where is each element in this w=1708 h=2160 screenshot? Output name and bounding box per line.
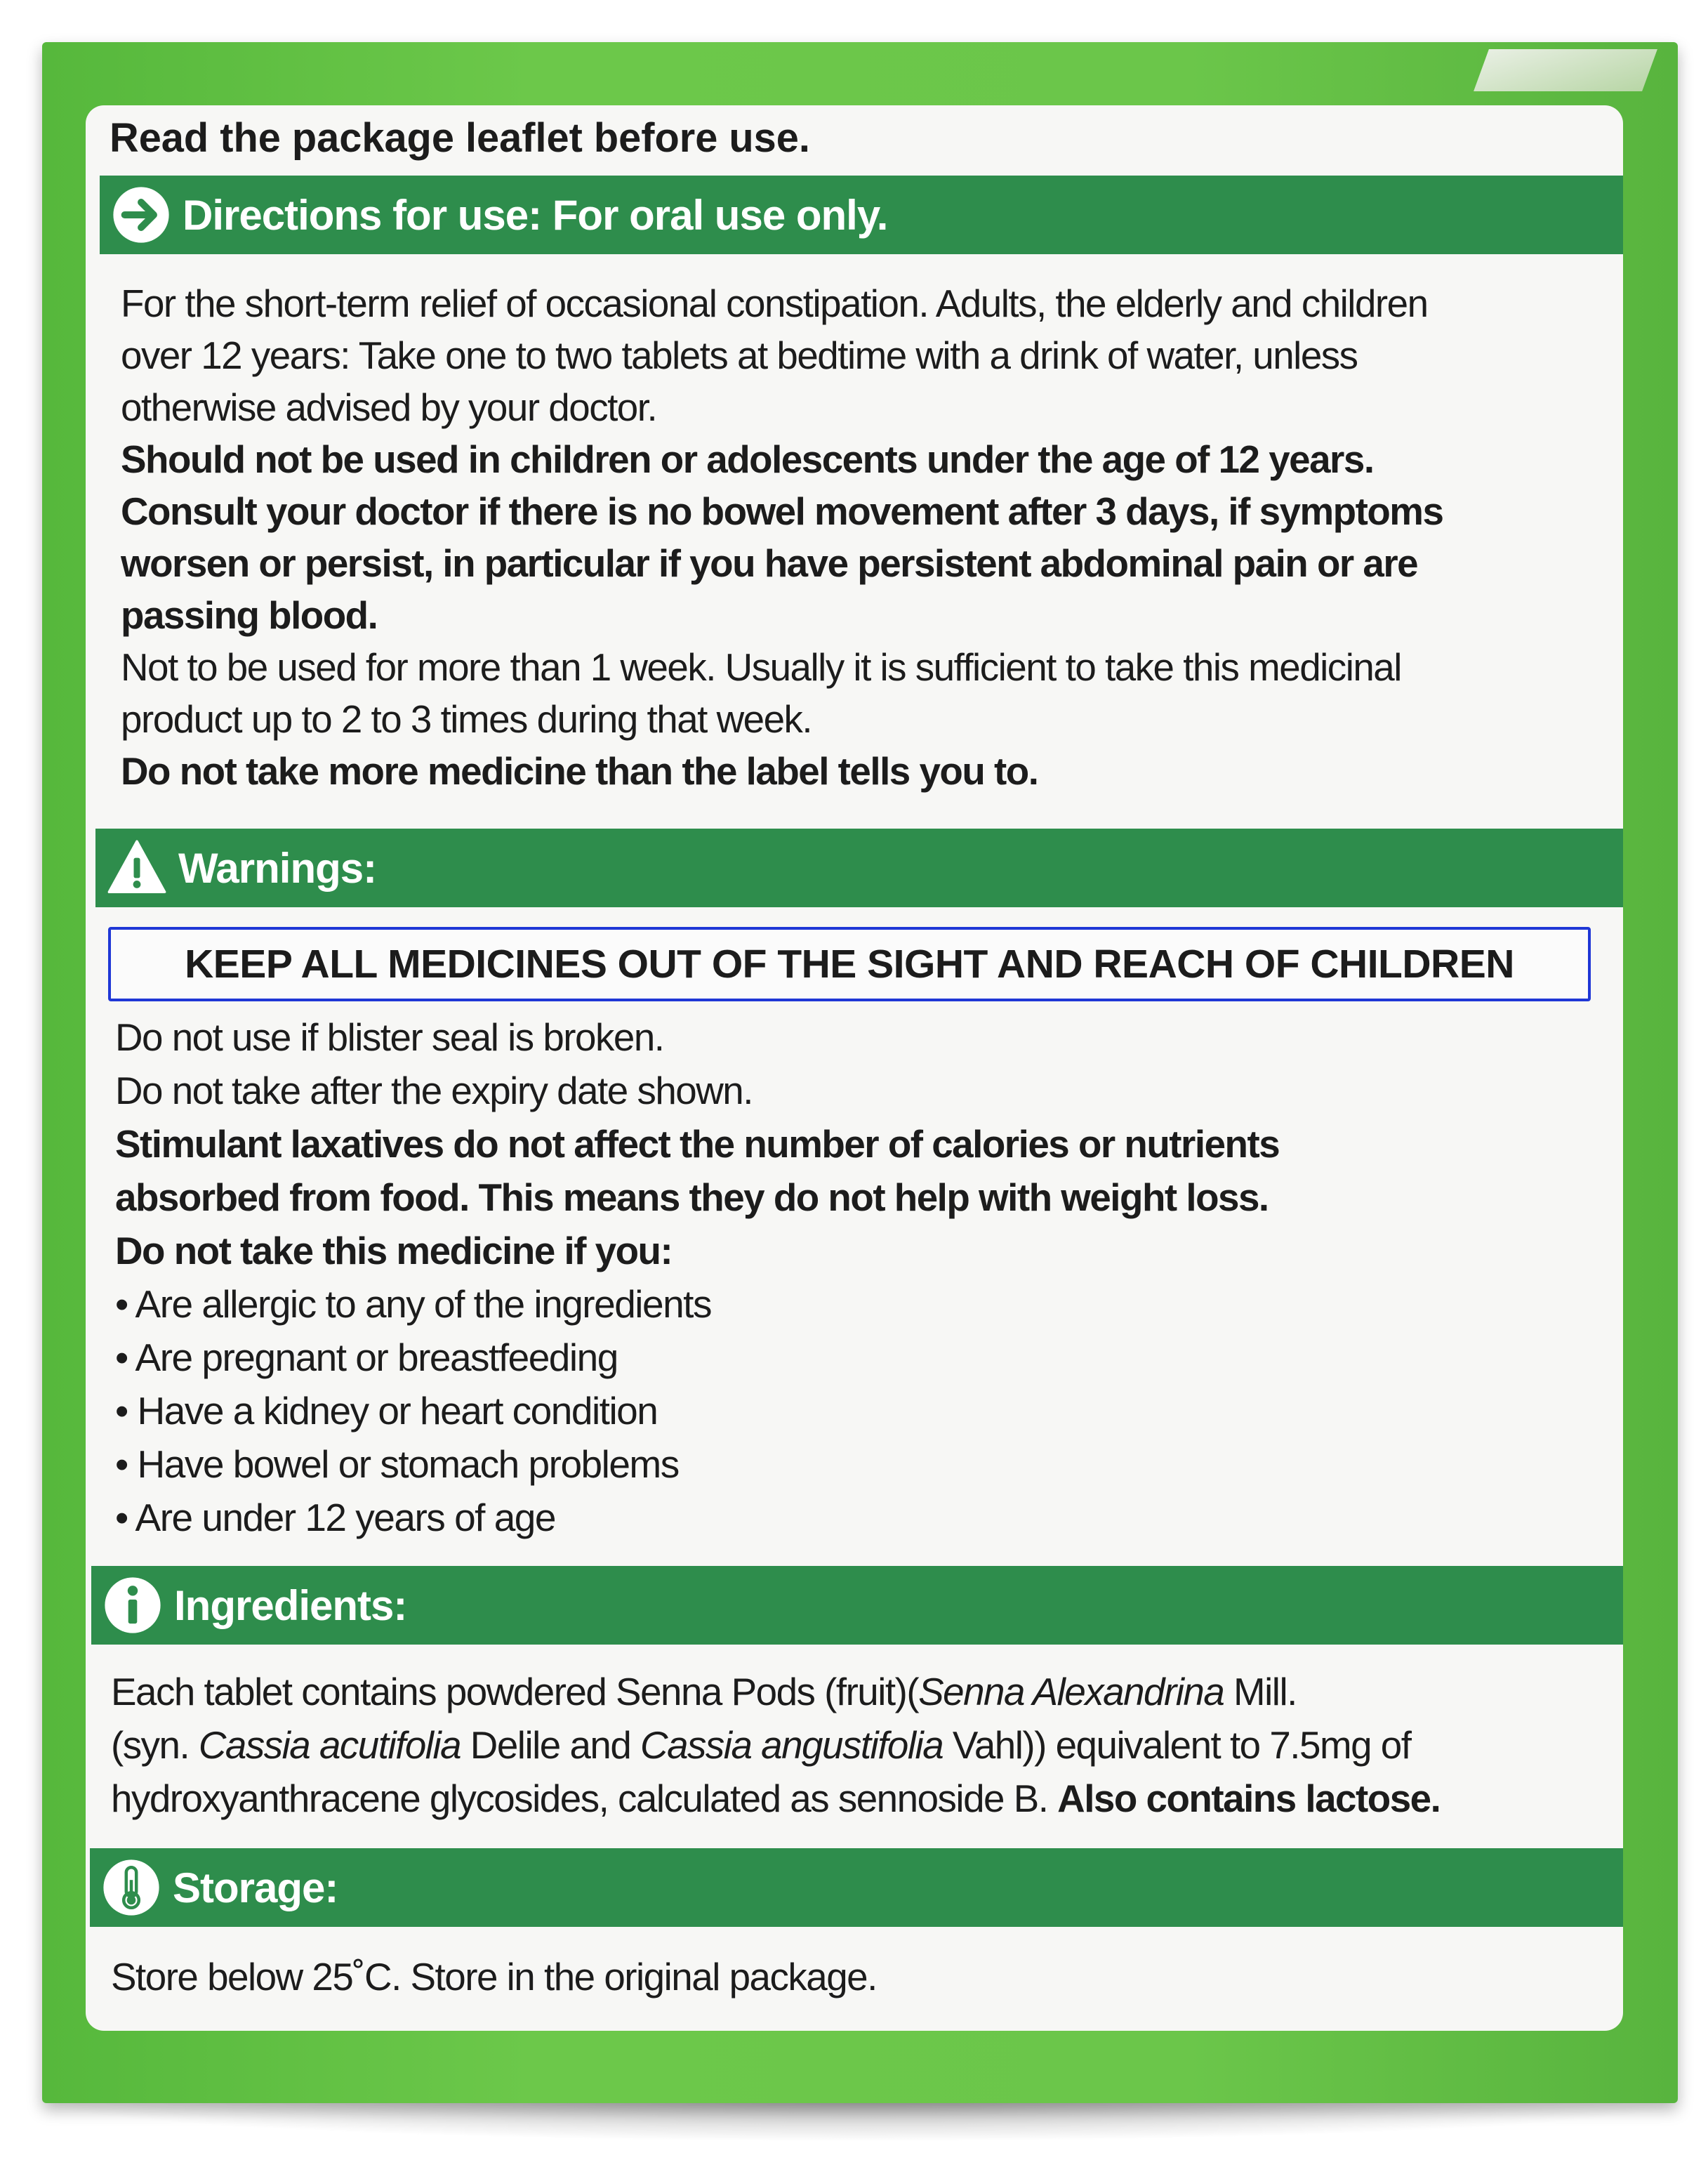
- keep-out-of-reach-box: [108, 927, 1591, 1001]
- bullet-text: Are allergic to any of the ingredients: [135, 1282, 711, 1326]
- consult-doctor-line-2: worsen or persist, in particular if you have persistent abdominal pain or are: [121, 541, 1418, 585]
- warnings-heading: Warnings:: [178, 844, 377, 892]
- directions-line-3: otherwise advised by your doctor.: [121, 386, 657, 429]
- contraindications-heading: Do not take this medicine if you:: [115, 1229, 673, 1272]
- ingredients-text: (syn.: [111, 1723, 199, 1767]
- blister-seal-warning: Do not use if blister seal is broken.: [115, 1015, 664, 1059]
- box-corner-flap: [1474, 49, 1657, 91]
- duration-line-2: product up to 2 to 3 times during that week.: [121, 697, 812, 741]
- ingredients-heading: Ingredients:: [174, 1581, 407, 1629]
- dose-limit-warning: Do not take more medicine than the label tells you to.: [121, 749, 1038, 793]
- laxative-note-line-1: Stimulant laxatives do not affect the number of calories or nutrients: [115, 1122, 1280, 1166]
- directions-heading-band: [100, 176, 1623, 254]
- storage-instructions: Store below 25˚C. Store in the original package.: [111, 1955, 877, 1998]
- bullet-text: Are pregnant or breastfeeding: [135, 1336, 618, 1379]
- directions-line-2: over 12 years: Take one to two tablets at bedtime with a drink of water, unless: [121, 334, 1358, 377]
- keep-out-of-reach-text: KEEP ALL MEDICINES OUT OF THE SIGHT AND REACH OF CHILDREN: [185, 942, 1514, 987]
- list-item: • Are under 12 years of age: [115, 1496, 555, 1539]
- ingredients-text: Vahl)) equivalent to 7.5mg of: [943, 1723, 1411, 1767]
- list-item: • Have a kidney or heart condition: [115, 1389, 658, 1433]
- ingredients-heading-band: [91, 1566, 1623, 1645]
- consult-doctor-line-1: Consult your doctor if there is no bowel movement after 3 days, if symptoms: [121, 489, 1443, 533]
- warnings-heading-band: [95, 829, 1623, 907]
- box-shadow: [28, 2100, 1699, 2142]
- list-item: • Have bowel or stomach problems: [115, 1442, 679, 1486]
- list-item: • Are pregnant or breastfeeding: [115, 1336, 618, 1379]
- expiry-warning: Do not take after the expiry date shown.: [115, 1069, 753, 1112]
- directions-line-1: For the short-term relief of occasional constipation. Adults, the elderly and children: [121, 282, 1428, 325]
- lactose-notice: Also contains lactose.: [1057, 1777, 1441, 1820]
- read-leaflet-notice: Read the package leaflet before use.: [110, 115, 810, 161]
- age-restriction-warning: Should not be used in children or adolescents under the age of 12 years.: [121, 437, 1374, 481]
- list-item: • Are allergic to any of the ingredients: [115, 1282, 711, 1326]
- thermometer-icon: [100, 1856, 163, 1919]
- arrow-right-circle-icon: [110, 183, 173, 246]
- ingredients-text: Mill.: [1224, 1670, 1297, 1713]
- bullet-text: Have bowel or stomach problems: [137, 1442, 679, 1486]
- species-name: Cassia acutifolia: [198, 1723, 461, 1767]
- ingredients-line-2: [111, 1719, 1602, 1771]
- duration-line-1: Not to be used for more than 1 week. Usually it is sufficient to take this medicinal: [121, 645, 1401, 689]
- bullet-text: Are under 12 years of age: [135, 1496, 555, 1539]
- ingredients-text: hydroxyanthracene glycosides, calculated as sennoside B.: [111, 1777, 1058, 1820]
- label-panel: [86, 105, 1623, 2031]
- warning-triangle-icon: [105, 836, 168, 900]
- ingredients-text: Delile and: [461, 1723, 641, 1767]
- bullet-text: Have a kidney or heart condition: [137, 1389, 658, 1433]
- consult-doctor-line-3: passing blood.: [121, 593, 378, 637]
- storage-heading-band: [90, 1848, 1623, 1927]
- species-name: Cassia angustifolia: [640, 1723, 944, 1767]
- species-name: Senna Alexandrina: [918, 1670, 1224, 1713]
- directions-heading: Directions for use: For oral use only.: [183, 191, 888, 239]
- storage-heading: Storage:: [173, 1864, 338, 1911]
- laxative-note-line-2: absorbed from food. This means they do not help with weight loss.: [115, 1176, 1269, 1219]
- ingredients-line-3: [111, 1772, 1602, 1824]
- ingredients-text: Each tablet contains powdered Senna Pods (fruit)(: [111, 1670, 919, 1713]
- info-circle-icon: [101, 1574, 164, 1637]
- ingredients-line-1: [111, 1666, 1602, 1718]
